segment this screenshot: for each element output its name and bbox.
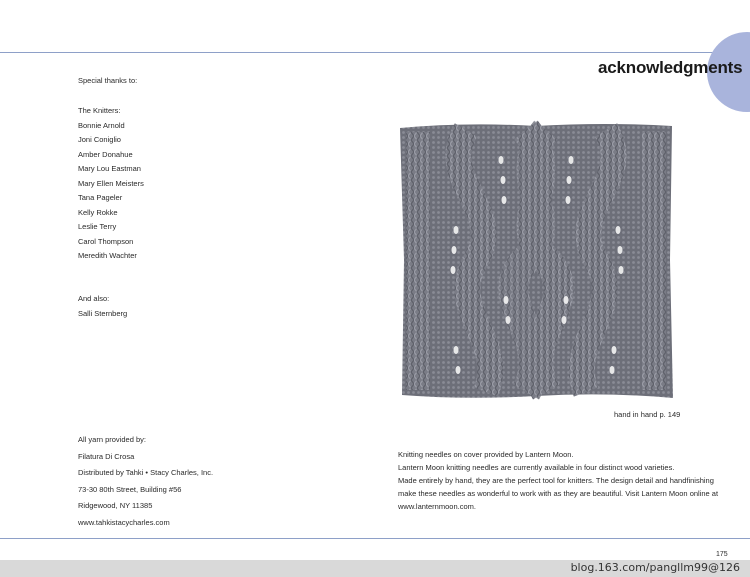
knitter-name: Mary Lou Eastman [78, 164, 141, 173]
needles-website[interactable]: www.lanternmoon.com. [398, 502, 476, 511]
also-list [78, 292, 127, 321]
knitter-name: Amber Donahue [78, 149, 133, 159]
knitter-name: Meredith Wachter [78, 251, 137, 260]
needles-line: Made entirely by hand, they are the perfect tool for knitters. The design detail and handfinishing [398, 476, 714, 485]
also-heading: And also: [78, 294, 110, 303]
knitter-name: Joni Coniglio [78, 135, 121, 144]
yarn-line: 73-30 80th Street, Building #56 [78, 484, 182, 494]
knitter-name: Leslie Terry [78, 222, 117, 231]
knit-swatch-photo [396, 120, 676, 403]
knitters-heading: The Knitters: [78, 106, 121, 115]
top-rule [0, 52, 750, 53]
swatch-caption: hand in hand p. 149 [614, 410, 681, 419]
yarn-line: All yarn provided by: [78, 435, 146, 444]
knitter-name: Tana Pageler [78, 193, 123, 202]
bottom-rule [0, 538, 750, 539]
yarn-line: Ridgewood, NY 11385 [78, 501, 153, 510]
yarn-website[interactable]: www.tahkistacycharles.com [78, 517, 170, 527]
also-name: Salli Sternberg [78, 308, 128, 318]
needles-line: Knitting needles on cover provided by Lantern Moon. [398, 450, 574, 459]
yarn-line: Distributed by Tahki • Stacy Charles, Inc. [78, 468, 214, 477]
thanks-intro: Special thanks to: [78, 76, 138, 85]
watermark-bar [0, 560, 750, 577]
yarn-line: Filatura Di Crosa [78, 451, 135, 461]
yarn-credits [78, 432, 213, 531]
knitter-name: Kelly Rokke [78, 207, 118, 217]
knitter-name: Bonnie Arnold [78, 120, 125, 130]
knitter-name: Carol Thompson [78, 236, 134, 246]
knitters-list [78, 104, 144, 264]
page-number: 175 [716, 551, 728, 558]
knitter-name: Mary Ellen Meisters [78, 178, 144, 188]
needles-line: make these needles as wonderful to work with as they are beautiful. Visit Lantern Moon online at [398, 489, 719, 498]
needles-credits [398, 448, 718, 513]
watermark-text: blog.163.com/pangllm99@126 [570, 561, 740, 574]
page-title: acknowledgments [598, 58, 743, 77]
needles-line: Lantern Moon knitting needles are currently available in four distinct wood varieties. [398, 463, 675, 472]
